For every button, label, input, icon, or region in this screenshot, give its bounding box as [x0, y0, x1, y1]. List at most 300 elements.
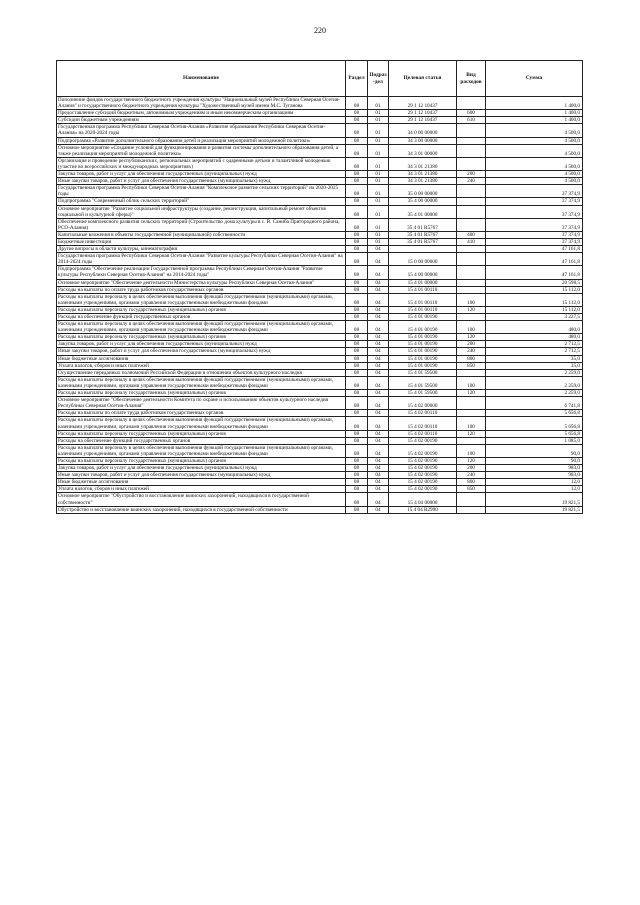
row-section: 08: [346, 444, 368, 457]
row-target: 15 4 02 00190: [389, 457, 457, 464]
row-subsection: 04: [368, 465, 389, 472]
row-subsection: 01: [368, 124, 389, 137]
row-expense-type: 100: [457, 444, 486, 457]
row-section: 08: [346, 198, 368, 205]
row-target: 15 4 00 00000: [389, 266, 457, 279]
row-name: Расходы на выплаты по оплате труда работников государственных органов: [57, 410, 346, 417]
row-section: 08: [346, 205, 368, 218]
table-row: [57, 117, 583, 124]
row-expense-type: 200: [457, 171, 486, 178]
row-amount: 37 374,9: [486, 218, 583, 231]
row-section: 08: [346, 137, 368, 144]
row-amount: 19 821,5: [486, 506, 583, 513]
row-subsection: 04: [368, 506, 389, 513]
row-subsection: 04: [368, 321, 389, 334]
row-target: 35 4 01 R5767: [389, 218, 457, 231]
row-subsection: 04: [368, 444, 389, 457]
row-amount: 1 085,0: [486, 437, 583, 444]
row-section: 08: [346, 348, 368, 355]
row-target: 15 4 01 00000: [389, 279, 457, 286]
row-target: 15 4 02 00110: [389, 417, 457, 430]
row-amount: 4 500,0: [486, 124, 583, 137]
row-section: 08: [346, 410, 368, 417]
row-target: 15 4 01 00190: [389, 321, 457, 334]
table-row: [57, 444, 583, 457]
row-name: Иные бюджетные ассигнования: [57, 479, 346, 486]
row-subsection: 01: [368, 185, 389, 198]
row-amount: 4 500,0: [486, 171, 583, 178]
row-section: 08: [346, 506, 368, 513]
row-subsection: 01: [368, 144, 389, 157]
row-expense-type: 800: [457, 479, 486, 486]
row-amount: 4 500,0: [486, 137, 583, 144]
row-target: 15 4 04 R2990: [389, 506, 457, 513]
row-name: Расходы на выплаты персоналу в целях обеспечения выполнения функций государственными (муниципальными) органами, казенными учреждениями, органами управления государственными внебюджетными фондами: [57, 444, 346, 457]
row-target: 15 4 02 00190: [389, 472, 457, 479]
table-row: [57, 306, 583, 313]
row-amount: 19 821,5: [486, 493, 583, 506]
row-target: 15 0 00 00000: [389, 253, 457, 266]
row-amount: 47 161,8: [486, 246, 583, 253]
row-expense-type: [457, 246, 486, 253]
row-expense-type: [457, 266, 486, 279]
row-amount: 47 161,8: [486, 266, 583, 279]
row-section: 08: [346, 306, 368, 313]
row-target: 34 3 00 00000: [389, 137, 457, 144]
row-section: 08: [346, 493, 368, 506]
row-expense-type: [457, 397, 486, 410]
row-target: 15 4 01 00190: [389, 334, 457, 341]
row-target: 34 0 00 00000: [389, 124, 457, 137]
row-amount: 5 656,8: [486, 417, 583, 430]
row-subsection: 04: [368, 246, 389, 253]
row-amount: 15 112,0: [486, 306, 583, 313]
row-target: 15 4 02 00000: [389, 397, 457, 410]
row-name: Основное мероприятие «Создание условий для функционирования и развития системы дополнительного образования детей, а также реализация мероприятий молодежной политики»: [57, 144, 346, 157]
row-amount: 90,0: [486, 457, 583, 464]
row-section: 08: [346, 110, 368, 117]
row-expense-type: 100: [457, 293, 486, 306]
row-expense-type: [457, 144, 486, 157]
row-section: 08: [346, 457, 368, 464]
row-target: 15 4 01 59500: [389, 376, 457, 389]
row-amount: 2 259,0: [486, 369, 583, 376]
row-name: Основное мероприятие "Обеспечение деятельности Комитета по охране и использованию объектов культурного наследия Республики Северная Осетия-Алания": [57, 397, 346, 410]
row-name: Основное мероприятие "Развитие социальной инфраструктуры (создание, реконструкция, капитальный ремонт объектов социальной и культурной сферы)": [57, 205, 346, 218]
row-name: Расходы на обеспечение функций государственных органов: [57, 437, 346, 444]
row-target: 35 4 01 R5767: [389, 238, 457, 245]
row-name: Иные закупки товаров, работ и услуг для обеспечения государственных (муниципальных) нужд: [57, 178, 346, 185]
row-name: Основное мероприятие "Обустройство и восстановление воинских захоронений, находящихся в государственной собственности": [57, 493, 346, 506]
row-section: 08: [346, 293, 368, 306]
row-amount: 47 161,8: [486, 253, 583, 266]
row-target: 29 1 12 10437: [389, 97, 457, 110]
row-expense-type: 800: [457, 355, 486, 362]
row-name: Подпрограмма "Современный облик сельских территорий": [57, 198, 346, 205]
row-name: Другие вопросы в области культуры, кинематографии: [57, 246, 346, 253]
row-subsection: 04: [368, 397, 389, 410]
row-amount: 90,0: [486, 444, 583, 457]
row-section: 08: [346, 253, 368, 266]
row-name: Закупка товаров, работ и услуг для обеспечения государственных (муниципальных) нужд: [57, 341, 346, 348]
row-name: Организация и проведение республиканских, региональных мероприятий с одаренными детьми и талантливой молодежью (участие во всероссийских и международных мероприятиях): [57, 157, 346, 170]
table-row: [57, 137, 583, 144]
row-target: 35 0 00 00000: [389, 185, 457, 198]
row-name: Закупка товаров, работ и услуг для обеспечения государственных (муниципальных) нужд: [57, 171, 346, 178]
row-section: 08: [346, 157, 368, 170]
row-amount: 4 500,0: [486, 144, 583, 157]
row-expense-type: 410: [457, 238, 486, 245]
row-target: 15 4 01 00190: [389, 341, 457, 348]
row-expense-type: [457, 253, 486, 266]
row-target: 34 3 01 21380: [389, 157, 457, 170]
row-section: 08: [346, 437, 368, 444]
row-expense-type: 200: [457, 465, 486, 472]
row-expense-type: 200: [457, 341, 486, 348]
row-subsection: 01: [368, 178, 389, 185]
row-subsection: 04: [368, 437, 389, 444]
table-row: [57, 486, 583, 493]
row-amount: 2 259,0: [486, 390, 583, 397]
row-name: Обеспечение комплексного развития сельских территорий (Строительство дома культуры в с. В. Саниба Пригородного района, РСО-Алания): [57, 218, 346, 231]
row-name: Расходы на выплаты персоналу государственных (муниципальных) органов: [57, 306, 346, 313]
row-subsection: 04: [368, 293, 389, 306]
row-expense-type: [457, 286, 486, 293]
row-section: 08: [346, 97, 368, 110]
row-amount: 5 656,8: [486, 430, 583, 437]
row-name: Государственная программа Республики Северная Осетия-Алания "Развитие культуры Республики Северная Осетия-Алания" на 2014-2024 годы: [57, 253, 346, 266]
row-expense-type: 120: [457, 430, 486, 437]
row-subsection: 04: [368, 279, 389, 286]
table-row: [57, 231, 583, 238]
row-amount: 2 259,0: [486, 376, 583, 389]
table-header-row: [57, 61, 583, 97]
row-amount: 4 500,0: [486, 178, 583, 185]
row-expense-type: 120: [457, 334, 486, 341]
table-row: [57, 293, 583, 306]
row-target: [389, 246, 457, 253]
row-subsection: 04: [368, 390, 389, 397]
row-section: 08: [346, 178, 368, 185]
row-amount: 35,0: [486, 362, 583, 369]
row-section: 08: [346, 246, 368, 253]
row-subsection: 04: [368, 306, 389, 313]
table-row: [57, 266, 583, 279]
row-amount: 37 374,9: [486, 205, 583, 218]
row-subsection: 04: [368, 253, 389, 266]
row-section: 08: [346, 238, 368, 245]
row-amount: 983,0: [486, 465, 583, 472]
row-target: 15 4 02 00110: [389, 430, 457, 437]
row-target: 15 4 01 59500: [389, 369, 457, 376]
row-subsection: 04: [368, 376, 389, 389]
row-subsection: 01: [368, 231, 389, 238]
header-section: Раздел: [346, 61, 368, 97]
row-amount: 12,0: [486, 486, 583, 493]
row-target: 34 3 01 21380: [389, 178, 457, 185]
row-target: 35 4 00 00000: [389, 198, 457, 205]
row-target: 29 1 12 10437: [389, 117, 457, 124]
row-section: 08: [346, 369, 368, 376]
row-name: Осуществление переданных полномочий Российской Федерации в отношении объектов культурного наследия: [57, 369, 346, 376]
row-expense-type: [457, 506, 486, 513]
header-name: Наименование: [57, 61, 346, 97]
table-row: [57, 472, 583, 479]
row-name: Расходы на выплаты персоналу в целях обеспечения выполнения функций государственными (муниципальными) органами, казенными учреждениями, органами управления государственными внебюджетными фондами: [57, 376, 346, 389]
row-target: 15 4 01 00110: [389, 306, 457, 313]
header-subsection: Подраз-дел: [368, 61, 389, 97]
row-expense-type: 120: [457, 390, 486, 397]
table-row: [57, 479, 583, 486]
row-expense-type: [457, 124, 486, 137]
row-subsection: 04: [368, 266, 389, 279]
row-name: Иные закупки товаров, работ и услуг для обеспечения государственных (муниципальных) нужд: [57, 472, 346, 479]
row-subsection: 01: [368, 171, 389, 178]
row-amount: 4 500,0: [486, 157, 583, 170]
row-subsection: 04: [368, 417, 389, 430]
row-expense-type: 240: [457, 178, 486, 185]
row-section: 08: [346, 185, 368, 198]
table-row: [57, 390, 583, 397]
row-expense-type: [457, 218, 486, 231]
row-name: Подпрограмма "Обеспечение реализации Государственной программы Республики Северная Осетия-Алания "Развитие культуры Республики Северная Осетия-Алания" на 2014-2024 годы": [57, 266, 346, 279]
row-target: 15 4 02 00190: [389, 486, 457, 493]
row-section: 08: [346, 279, 368, 286]
row-name: Пополнение фондов государственного бюджетного учреждения культуры "Национальный музей Республики Северная Осетия-Алания" и государственного бюджетного учреждения культуры "Художественный музей имени М.С. Туганова: [57, 97, 346, 110]
row-subsection: 04: [368, 348, 389, 355]
row-name: Государственная программа Республики Северная Осетия-Алания «Развитие образования Республики Северная Осетия-Алания» на 2020-2024 годы: [57, 124, 346, 137]
row-expense-type: [457, 198, 486, 205]
row-amount: 2 712,5: [486, 341, 583, 348]
row-target: 15 4 02 00190: [389, 444, 457, 457]
row-amount: 35,0: [486, 355, 583, 362]
table-row: [57, 362, 583, 369]
row-section: 08: [346, 321, 368, 334]
row-subsection: 04: [368, 341, 389, 348]
table-row: [57, 157, 583, 170]
table-row: [57, 314, 583, 321]
row-subsection: 01: [368, 117, 389, 124]
row-name: Государственная программа Республики Северная Осетия-Алания "Комплексное развитие сельских территорий" на 2020-2025 годы: [57, 185, 346, 198]
row-subsection: 04: [368, 410, 389, 417]
header-amount: Сумма: [486, 61, 583, 97]
row-subsection: 04: [368, 286, 389, 293]
row-section: 08: [346, 171, 368, 178]
row-section: 08: [346, 266, 368, 279]
row-name: Бюджетные инвестиции: [57, 238, 346, 245]
row-subsection: 04: [368, 369, 389, 376]
row-amount: 2 712,5: [486, 348, 583, 355]
row-expense-type: 600: [457, 110, 486, 117]
table-row: [57, 437, 583, 444]
row-name: Уплата налогов, сборов и иных платежей: [57, 486, 346, 493]
row-expense-type: [457, 410, 486, 417]
row-section: 08: [346, 397, 368, 410]
row-section: 08: [346, 376, 368, 389]
row-section: 08: [346, 355, 368, 362]
row-amount: 37 374,9: [486, 238, 583, 245]
table-row: [57, 205, 583, 218]
table-row: [57, 321, 583, 334]
table-row: [57, 334, 583, 341]
table-row: [57, 253, 583, 266]
row-name: Расходы на выплаты персоналу в целях обеспечения выполнения функций государственными (муниципальными) органами, казенными учреждениями, органами управления государственными внебюджетными фондами: [57, 417, 346, 430]
row-expense-type: [457, 137, 486, 144]
row-subsection: 04: [368, 479, 389, 486]
table-row: [57, 348, 583, 355]
row-target: 35 4 01 R5767: [389, 231, 457, 238]
row-name: Субсидии бюджетным учреждениям: [57, 117, 346, 124]
row-amount: 1 400,0: [486, 117, 583, 124]
row-amount: 480,0: [486, 334, 583, 341]
row-amount: 15 112,0: [486, 286, 583, 293]
row-name: Капитальные вложения в объекты государственной (муниципальной) собственности: [57, 231, 346, 238]
table-row: [57, 171, 583, 178]
row-section: 08: [346, 286, 368, 293]
row-section: 08: [346, 390, 368, 397]
row-expense-type: 850: [457, 486, 486, 493]
row-amount: 12,0: [486, 479, 583, 486]
row-subsection: 04: [368, 493, 389, 506]
table-row: [57, 246, 583, 253]
row-target: 15 4 02 00110: [389, 410, 457, 417]
row-section: 08: [346, 479, 368, 486]
table-row: [57, 457, 583, 464]
row-name: Уплата налогов, сборов и иных платежей: [57, 362, 346, 369]
row-subsection: 01: [368, 205, 389, 218]
table-row: [57, 124, 583, 137]
header-target: Целевая статья: [389, 61, 457, 97]
row-target: 15 4 01 00110: [389, 286, 457, 293]
row-expense-type: 400: [457, 231, 486, 238]
table-row: [57, 376, 583, 389]
row-name: Иные закупки товаров, работ и услуг для обеспечения государственных (муниципальных) нужд: [57, 348, 346, 355]
row-expense-type: [457, 493, 486, 506]
row-name: Закупка товаров, работ и услуг для обеспечения государственных (муниципальных) нужд: [57, 465, 346, 472]
row-subsection: 01: [368, 198, 389, 205]
row-name: Подпрограмма «Развитие дополнительного образования детей и реализация мероприятий молодежной политики»: [57, 137, 346, 144]
row-target: 15 4 02 00190: [389, 479, 457, 486]
row-section: 08: [346, 334, 368, 341]
row-name: Расходы на обеспечение функций государственных органов: [57, 314, 346, 321]
row-target: 15 4 01 00190: [389, 314, 457, 321]
row-target: 15 4 01 59500: [389, 390, 457, 397]
row-subsection: 01: [368, 157, 389, 170]
row-section: 08: [346, 218, 368, 231]
row-section: 08: [346, 465, 368, 472]
row-target: 15 4 01 00190: [389, 362, 457, 369]
row-section: 08: [346, 117, 368, 124]
table-row: [57, 238, 583, 245]
row-subsection: 04: [368, 334, 389, 341]
row-target: 15 4 01 00190: [389, 348, 457, 355]
row-section: 08: [346, 144, 368, 157]
table-row: [57, 185, 583, 198]
row-expense-type: 100: [457, 321, 486, 334]
row-subsection: 04: [368, 362, 389, 369]
row-subsection: 01: [368, 218, 389, 231]
row-expense-type: [457, 157, 486, 170]
row-name: Расходы на выплаты персоналу в целях обеспечения выполнения функций государственными (муниципальными) органами, казенными учреждениями, органами управления государственными внебюджетными фондами: [57, 293, 346, 306]
row-amount: 983,0: [486, 472, 583, 479]
row-target: 35 4 01 00000: [389, 205, 457, 218]
table-row: [57, 286, 583, 293]
row-name: Расходы на выплаты персоналу в целях обеспечения выполнения функций государственными (муниципальными) органами, казенными учреждениями, органами управления государственными внебюджетными фондами: [57, 321, 346, 334]
row-subsection: 04: [368, 457, 389, 464]
table-row: [57, 493, 583, 506]
row-name: Расходы на выплаты персоналу государственных (муниципальных) органов: [57, 457, 346, 464]
row-amount: 20 598,5: [486, 279, 583, 286]
budget-table: [56, 60, 583, 514]
row-section: 08: [346, 362, 368, 369]
row-subsection: 01: [368, 238, 389, 245]
row-expense-type: [457, 97, 486, 110]
row-section: 08: [346, 341, 368, 348]
row-name: Расходы на выплаты по оплате труда работников государственных органов: [57, 286, 346, 293]
row-name: Предоставление субсидий бюджетным, автономным учреждениям и иным некоммерческим организациям: [57, 110, 346, 117]
row-name: Расходы на выплаты персоналу государственных (муниципальных) органов: [57, 430, 346, 437]
row-target: 15 4 01 00110: [389, 293, 457, 306]
row-expense-type: 240: [457, 348, 486, 355]
row-expense-type: [457, 369, 486, 376]
row-subsection: 04: [368, 486, 389, 493]
row-amount: 480,0: [486, 321, 583, 334]
row-section: 08: [346, 486, 368, 493]
row-target: 29 1 12 10437: [389, 110, 457, 117]
table-row: [57, 218, 583, 231]
row-subsection: 01: [368, 97, 389, 110]
row-section: 08: [346, 430, 368, 437]
row-amount: 37 374,9: [486, 185, 583, 198]
table-row: [57, 198, 583, 205]
page-number: 220: [314, 26, 326, 35]
row-expense-type: 100: [457, 376, 486, 389]
table-row: [57, 341, 583, 348]
table-row: [57, 279, 583, 286]
row-subsection: 04: [368, 355, 389, 362]
row-expense-type: [457, 279, 486, 286]
row-subsection: 04: [368, 472, 389, 479]
row-subsection: 01: [368, 137, 389, 144]
row-target: 15 4 04 00000: [389, 493, 457, 506]
row-target: 15 4 02 00190: [389, 437, 457, 444]
row-amount: 1 400,0: [486, 97, 583, 110]
row-name: Иные бюджетные ассигнования: [57, 355, 346, 362]
table-row: [57, 506, 583, 513]
row-expense-type: 610: [457, 117, 486, 124]
table-row: [57, 178, 583, 185]
row-name: Расходы на выплаты персоналу государственных (муниципальных) органов: [57, 334, 346, 341]
row-expense-type: 240: [457, 472, 486, 479]
table-row: [57, 417, 583, 430]
row-section: 08: [346, 124, 368, 137]
row-expense-type: 850: [457, 362, 486, 369]
row-expense-type: [457, 185, 486, 198]
row-target: 34 3 01 21380: [389, 171, 457, 178]
row-expense-type: [457, 205, 486, 218]
row-target: 15 4 01 00190: [389, 355, 457, 362]
row-expense-type: [457, 437, 486, 444]
row-amount: 5 656,8: [486, 410, 583, 417]
row-subsection: 04: [368, 430, 389, 437]
row-name: Основное мероприятие "Обеспечение деятельности Министерства культуры Республики Северная Осетия-Алания": [57, 279, 346, 286]
row-amount: 3 227,5: [486, 314, 583, 321]
row-section: 08: [346, 314, 368, 321]
row-expense-type: 120: [457, 306, 486, 313]
row-expense-type: 100: [457, 417, 486, 430]
row-amount: 37 374,9: [486, 231, 583, 238]
table-row: [57, 397, 583, 410]
